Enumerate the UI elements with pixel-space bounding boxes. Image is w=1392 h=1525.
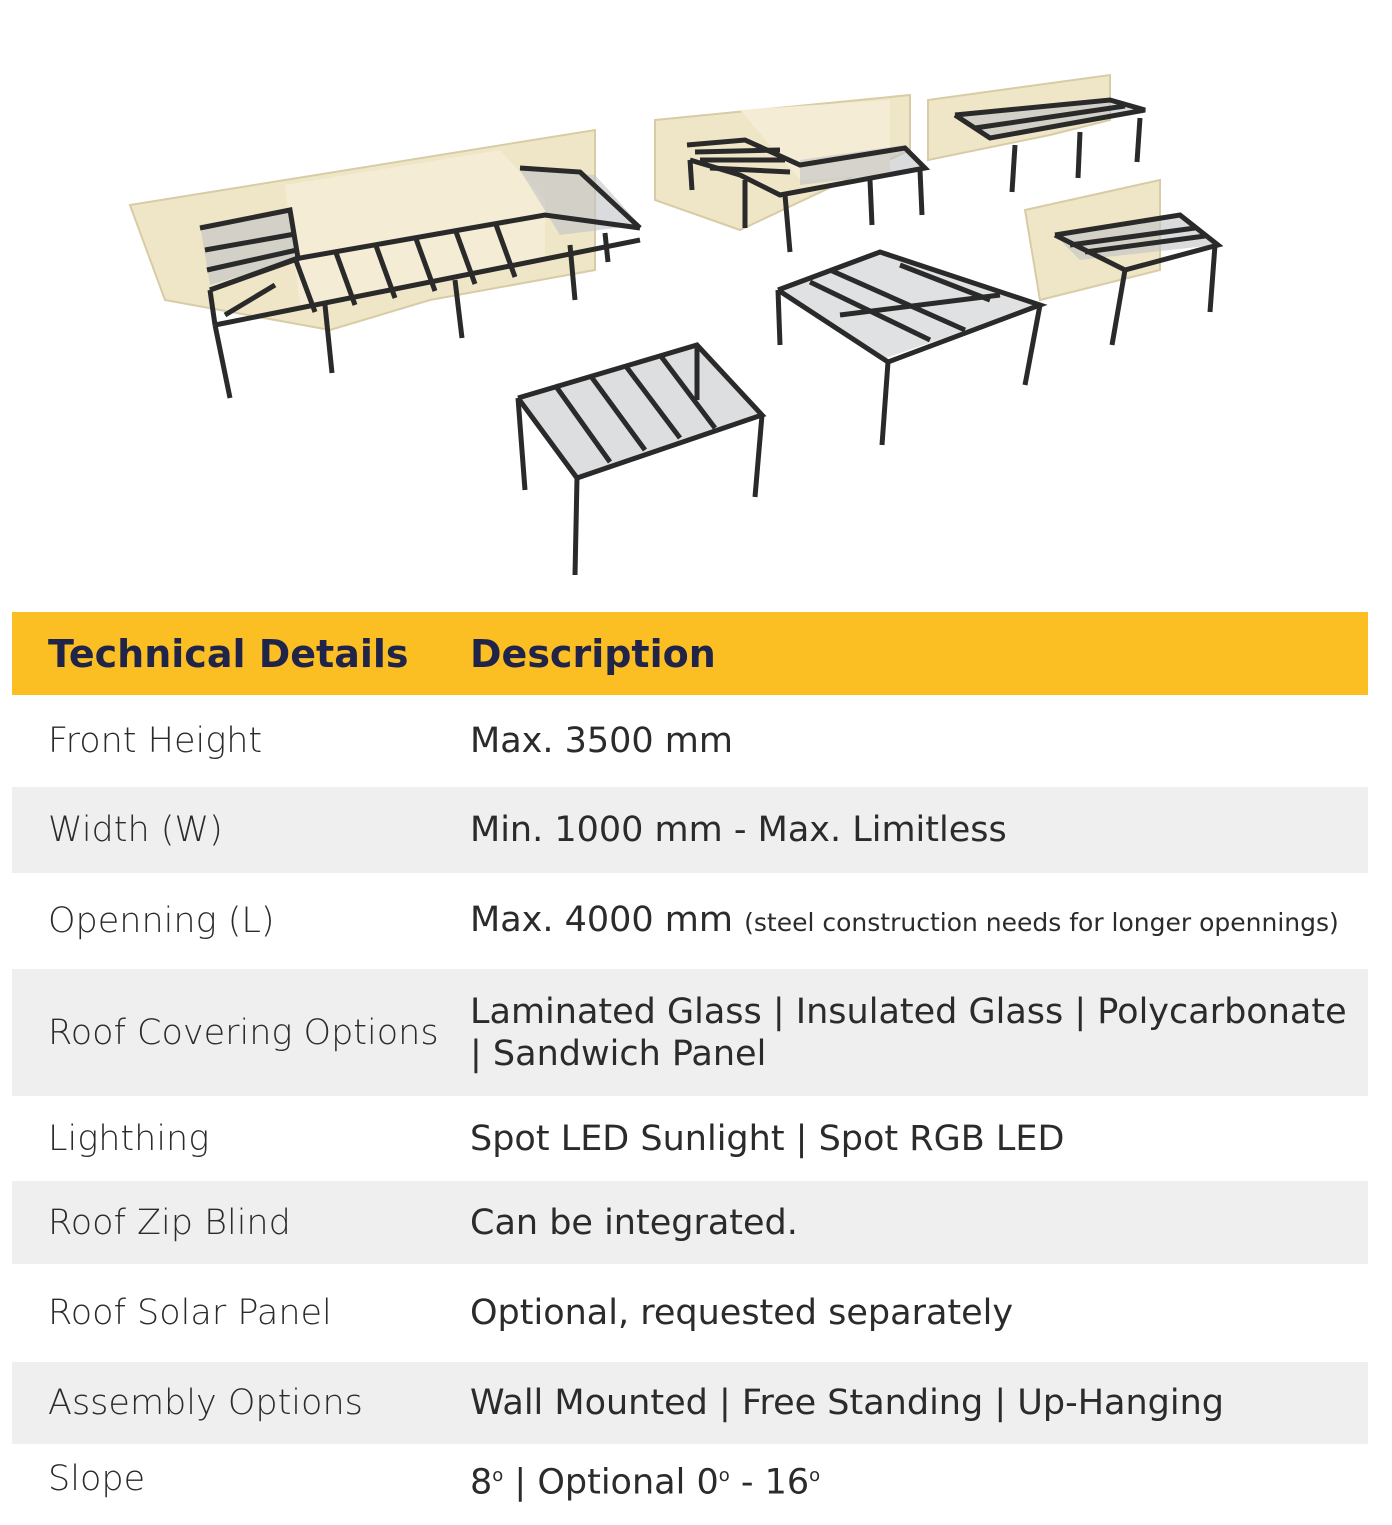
row-value: Optional, requested separately — [470, 1293, 1014, 1333]
row-value — [470, 1455, 1368, 1504]
row-value: Wall Mounted | Free Standing | Up-Hanging — [470, 1383, 1224, 1423]
table-row — [12, 1362, 1368, 1444]
row-value: Spot LED Sunlight | Spot RGB LED — [470, 1118, 1065, 1159]
row-label: Roof Solar Panel — [48, 1293, 332, 1333]
slope-part: | Optional 0 — [503, 1462, 719, 1503]
pergola-freestanding-gable — [778, 250, 1040, 445]
table-row — [12, 1096, 1368, 1181]
row-label: Front Height — [48, 721, 263, 761]
degree-symbol: o — [718, 1464, 730, 1486]
row-value: Can be integrated. — [470, 1202, 798, 1243]
row-label: Openning (L) — [48, 901, 275, 941]
row-label: Width (W) — [48, 810, 223, 850]
degree-symbol: o — [809, 1464, 821, 1486]
table-row — [12, 1264, 1368, 1362]
pergola-illustration — [0, 0, 1392, 600]
header-description: Description — [470, 631, 716, 676]
degree-symbol: o — [492, 1464, 504, 1486]
table-row — [12, 695, 1368, 787]
row-value — [470, 899, 1368, 944]
table-header — [12, 612, 1368, 695]
table-row — [12, 873, 1368, 969]
row-value-note: (steel construction needs for longer opennings) — [744, 907, 1339, 937]
slope-part: - 16 — [729, 1462, 810, 1503]
pergola-corner-large — [130, 130, 640, 398]
row-label: Roof Zip Blind — [48, 1202, 291, 1243]
row-label: Lighthing — [48, 1118, 210, 1159]
row-value: Laminated Glass | Insulated Glass | Polycarbonate | Sandwich Panel — [470, 991, 1347, 1074]
pergola-wall-right — [1025, 180, 1218, 345]
pergola-corner-small — [655, 95, 925, 252]
pergola-wall-top — [928, 75, 1145, 192]
row-label: Assembly Options — [48, 1383, 363, 1423]
row-value: Min. 1000 mm - Max. Limitless — [470, 810, 1007, 850]
table-row — [12, 1444, 1368, 1514]
table-row — [12, 787, 1368, 873]
header-technical-details: Technical Details — [48, 631, 409, 676]
row-value: Max. 3500 mm — [470, 721, 733, 761]
slope-part: 8 — [470, 1462, 493, 1503]
row-label: Roof Covering Options — [48, 1012, 439, 1053]
table-row — [12, 969, 1368, 1096]
table-row — [12, 1181, 1368, 1264]
row-value-main: Max. 4000 mm — [470, 899, 733, 940]
row-label: Slope — [48, 1459, 146, 1499]
technical-details-table — [12, 612, 1368, 1514]
pergola-freestanding-front — [518, 345, 762, 575]
